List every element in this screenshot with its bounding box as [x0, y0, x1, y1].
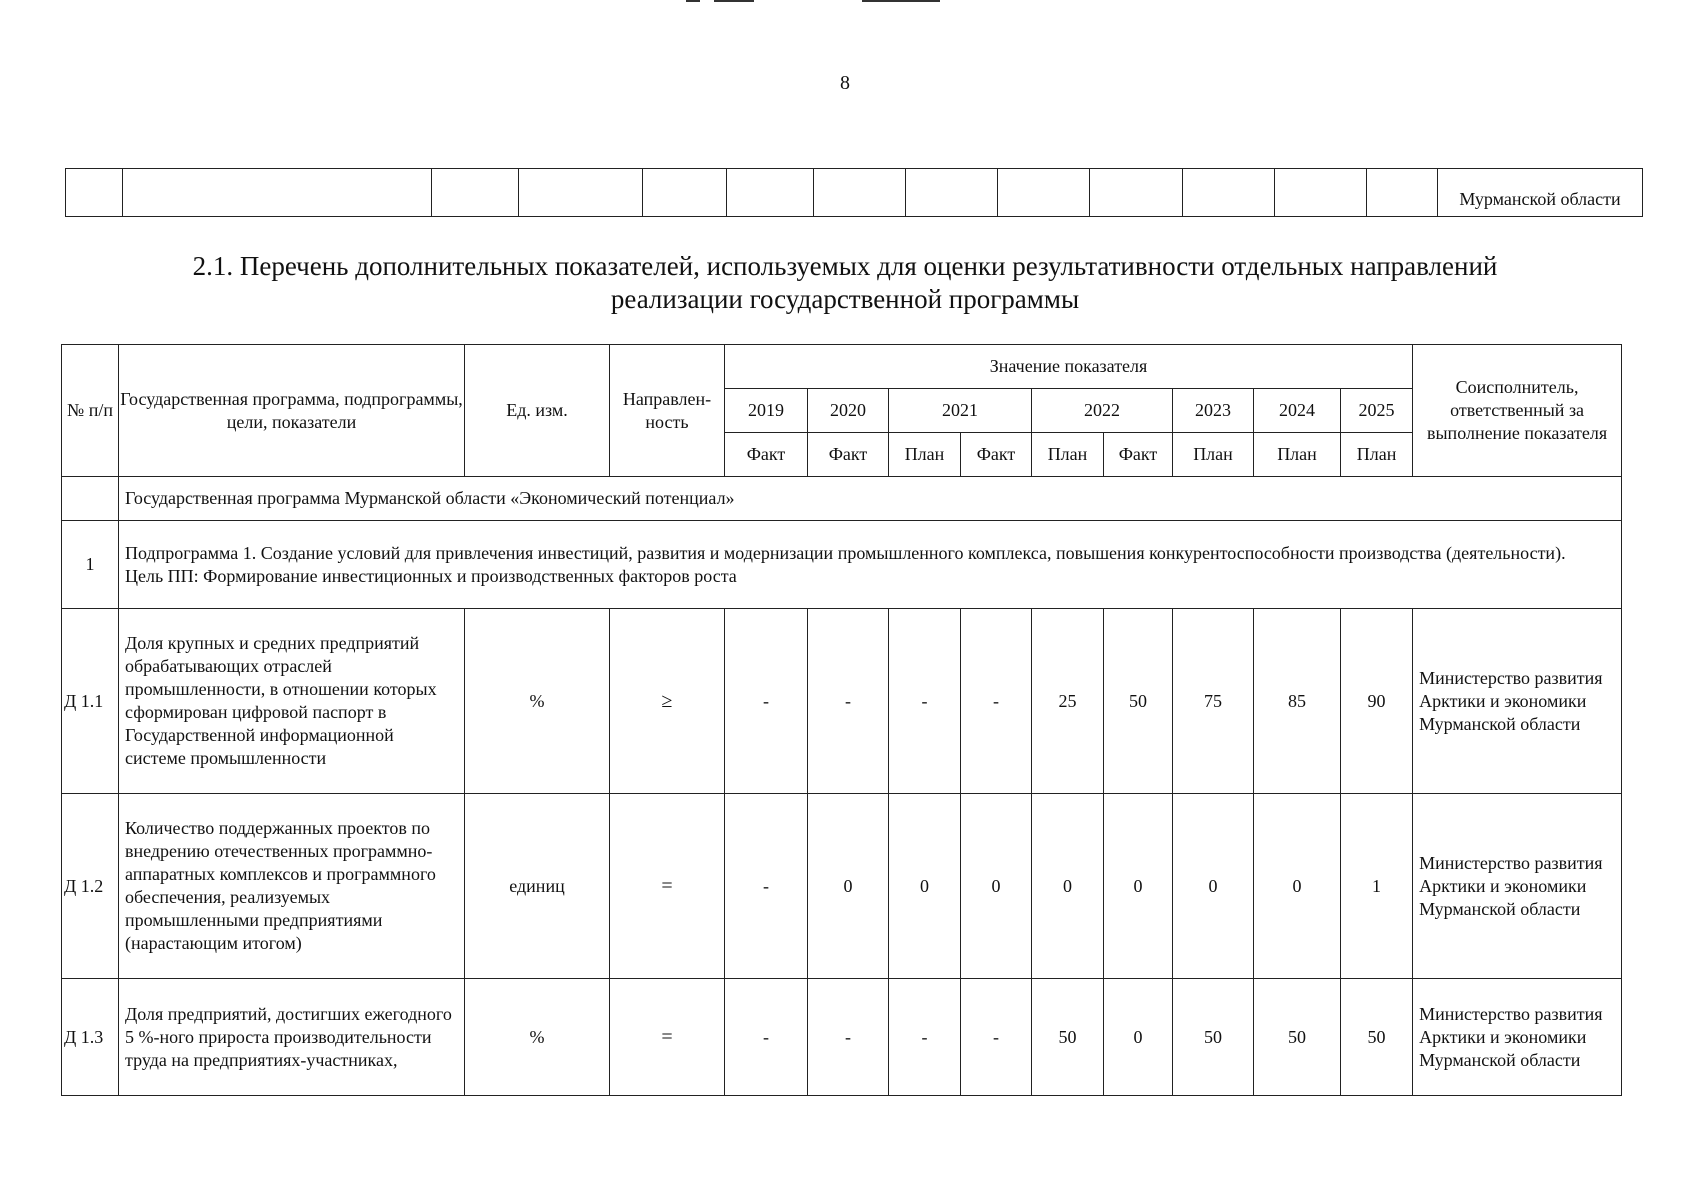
- row-value: 50: [1341, 979, 1413, 1096]
- table-row: [62, 979, 1622, 1096]
- prev-cell: [66, 169, 123, 217]
- row-value: 0: [808, 794, 889, 979]
- header-subhead: План: [889, 433, 961, 477]
- row-unit: %: [465, 609, 610, 794]
- section-heading-line1: 2.1. Перечень дополнительных показателей, используемых для оценки результативности отдельных направлений: [192, 251, 1498, 281]
- row-indicator-name: Доля предприятий, достигших ежегодного 5 %-ного прироста производительности труда на предприятиях-участниках,: [119, 979, 465, 1096]
- row-value: 0: [961, 794, 1032, 979]
- subprogram-row-num: 1: [62, 521, 119, 609]
- header-num: № п/п: [62, 345, 119, 477]
- row-unit: единиц: [465, 794, 610, 979]
- row-value: 50: [1254, 979, 1341, 1096]
- row-value: -: [725, 609, 808, 794]
- header-direction: Направлен-ность: [610, 345, 725, 477]
- table-row: [62, 609, 1622, 794]
- prev-cell: [814, 169, 906, 217]
- header-subhead: План: [1254, 433, 1341, 477]
- row-value: -: [889, 979, 961, 1096]
- prev-cell: [643, 169, 727, 217]
- header-subhead: Факт: [1104, 433, 1173, 477]
- header-subhead: План: [1173, 433, 1254, 477]
- header-responsible: Соисполнитель, ответственный за выполнение показателя: [1413, 345, 1622, 477]
- indicators-table: [61, 344, 1622, 1096]
- prev-cell: [1367, 169, 1438, 217]
- header-year: 2022: [1032, 389, 1173, 433]
- row-value: -: [889, 609, 961, 794]
- header-year: 2025: [1341, 389, 1413, 433]
- prev-cell: [727, 169, 814, 217]
- table-row: [62, 794, 1622, 979]
- row-num: Д 1.1: [62, 609, 119, 794]
- row-value: 0: [889, 794, 961, 979]
- row-direction: ≥: [610, 609, 725, 794]
- header-year: 2020: [808, 389, 889, 433]
- header-subhead: План: [1032, 433, 1104, 477]
- row-value: 50: [1173, 979, 1254, 1096]
- row-num: Д 1.2: [62, 794, 119, 979]
- row-responsible: Министерство развития Арктики и экономики Мурманской области: [1413, 979, 1622, 1096]
- row-value: 75: [1173, 609, 1254, 794]
- prev-cell: [1275, 169, 1367, 217]
- prev-cell: [1183, 169, 1275, 217]
- row-value: -: [725, 794, 808, 979]
- row-value: 1: [1341, 794, 1413, 979]
- prev-cell: [906, 169, 998, 217]
- header-subhead: Факт: [961, 433, 1032, 477]
- subprogram-title: Подпрограмма 1. Создание условий для привлечения инвестиций, развития и модернизации промышленного комплекса, повышения конкурентоспособности производства (деятельности).: [125, 542, 1566, 563]
- row-value: -: [961, 609, 1032, 794]
- row-value: 25: [1032, 609, 1104, 794]
- row-responsible: Министерство развития Арктики и экономики Мурманской области: [1413, 609, 1622, 794]
- section-heading-line2: реализации государственной программы: [610, 284, 1080, 314]
- row-value: 85: [1254, 609, 1341, 794]
- row-value: -: [961, 979, 1032, 1096]
- row-indicator-name: Количество поддержанных проектов по внедрению отечественных программно-аппаратных комплексов и программного обеспечения, реализуемых промышленными предприятиями (нарастающим итогом): [119, 794, 465, 979]
- section-heading: [0, 250, 1690, 316]
- row-value: 90: [1341, 609, 1413, 794]
- subprogram-row-title: [119, 521, 1622, 609]
- header-year: 2019: [725, 389, 808, 433]
- prev-responsible-cell: Мурманской области: [1438, 169, 1643, 217]
- header-value-group: Значение показателя: [725, 345, 1413, 389]
- row-value: -: [808, 609, 889, 794]
- row-value: 0: [1032, 794, 1104, 979]
- prev-cell: [432, 169, 519, 217]
- prev-cell: [1090, 169, 1183, 217]
- row-value: 50: [1104, 609, 1173, 794]
- row-value: 0: [1104, 979, 1173, 1096]
- program-row-title: Государственная программа Мурманской области «Экономический потенциал»: [119, 477, 1622, 521]
- row-value: -: [725, 979, 808, 1096]
- prev-cell: [123, 169, 432, 217]
- header-subhead: Факт: [725, 433, 808, 477]
- top-edge-mark: [686, 0, 940, 2]
- subprogram-goal: Цель ПП: Формирование инвестиционных и производственных факторов роста: [125, 565, 737, 586]
- row-value: 50: [1032, 979, 1104, 1096]
- row-responsible: Министерство развития Арктики и экономики Мурманской области: [1413, 794, 1622, 979]
- row-value: 0: [1254, 794, 1341, 979]
- row-value: -: [808, 979, 889, 1096]
- row-value: 0: [1104, 794, 1173, 979]
- page-number: 8: [840, 72, 850, 94]
- prev-cell: [519, 169, 643, 217]
- program-row-num: [62, 477, 119, 521]
- header-year: 2023: [1173, 389, 1254, 433]
- row-num: Д 1.3: [62, 979, 119, 1096]
- row-direction: =: [610, 979, 725, 1096]
- prev-cell: [998, 169, 1090, 217]
- header-year: 2021: [889, 389, 1032, 433]
- row-indicator-name: Доля крупных и средних предприятий обрабатывающих отраслей промышленности, в отношении которых сформирован цифровой паспорт в Государственной информационной системе промышленности: [119, 609, 465, 794]
- header-subhead: Факт: [808, 433, 889, 477]
- row-unit: %: [465, 979, 610, 1096]
- header-name: Государственная программа, подпрограммы, цели, показатели: [119, 345, 465, 477]
- header-subhead: План: [1341, 433, 1413, 477]
- previous-table-fragment: [65, 168, 1643, 217]
- header-unit: Ед. изм.: [465, 345, 610, 477]
- header-year: 2024: [1254, 389, 1341, 433]
- row-value: 0: [1173, 794, 1254, 979]
- row-direction: =: [610, 794, 725, 979]
